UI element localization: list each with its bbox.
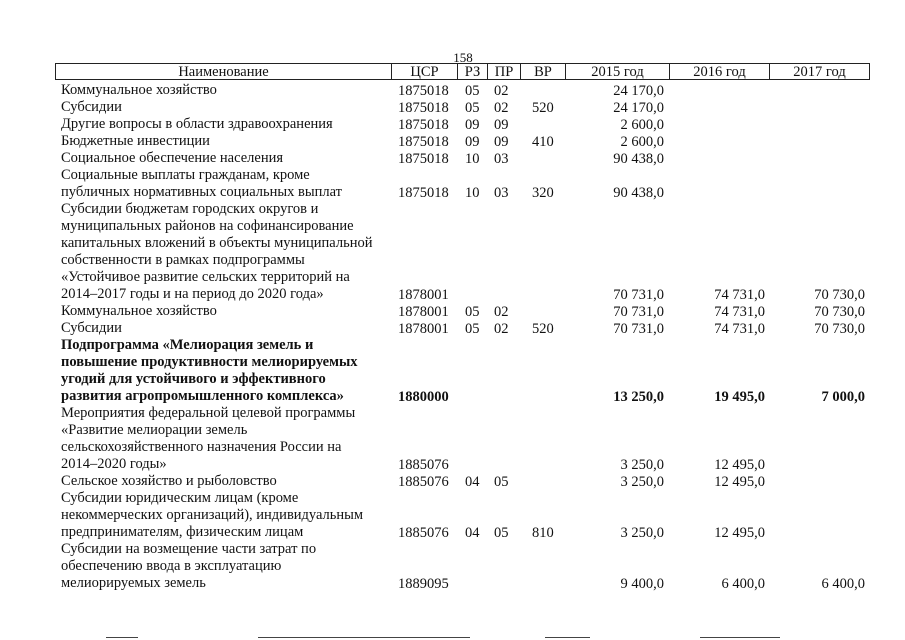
row-vr: 520 <box>532 100 554 116</box>
row-name: Социальное обеспечение населения <box>61 150 284 166</box>
row-csr: 1875018 <box>398 83 449 99</box>
row-2017: 70 730,0 <box>814 287 865 303</box>
row-pr: 09 <box>494 134 509 150</box>
row-2017: 70 730,0 <box>814 321 865 337</box>
row-vr: 810 <box>532 525 554 541</box>
row-pr: 05 <box>494 474 509 490</box>
table-row <box>0 541 905 592</box>
row-name: Мероприятия федеральной целевой программы «Развитие мелиорации земель сельскохозяйственного назначения России на 2014–2020 годы» <box>61 405 356 472</box>
table-header <box>55 63 870 80</box>
row-2015: 70 731,0 <box>613 321 664 337</box>
row-csr: 1878001 <box>398 304 449 320</box>
row-2016: 6 400,0 <box>721 576 765 592</box>
row-name: Субсидии юридическим лицам (кроме некоммерческих организаций), индивидуальным предпринимателям, физическим лицам <box>61 490 364 540</box>
table-row <box>0 201 905 303</box>
row-name: Коммунальное хозяйство <box>61 303 217 319</box>
table-row <box>0 303 905 320</box>
row-2015: 70 731,0 <box>613 287 664 303</box>
table-row <box>0 150 905 167</box>
row-pr: 02 <box>494 304 509 320</box>
row-name: Бюджетные инвестиции <box>61 133 210 149</box>
row-pr: 02 <box>494 100 509 116</box>
table-row <box>0 116 905 133</box>
row-csr: 1885076 <box>398 457 449 473</box>
row-name: Коммунальное хозяйство <box>61 82 217 98</box>
row-name: Подпрограмма «Мелиорация земель и повышение продуктивности мелиорируемых угодий для устойчивого и эффективного развития агропромышленного комплекса» <box>61 337 358 404</box>
row-2017: 7 000,0 <box>821 389 865 405</box>
row-name: Субсидии на возмещение части затрат по обеспечению ввода в эксплуатацию мелиорируемых земель <box>61 541 317 591</box>
header-name: Наименование <box>178 64 269 80</box>
row-pr: 09 <box>494 117 509 133</box>
table-row <box>0 167 905 201</box>
row-2015: 2 600,0 <box>620 134 664 150</box>
row-vr: 410 <box>532 134 554 150</box>
row-csr: 1878001 <box>398 321 449 337</box>
row-2015: 24 170,0 <box>613 83 664 99</box>
row-2016: 12 495,0 <box>714 474 765 490</box>
row-2015: 70 731,0 <box>613 304 664 320</box>
row-pr: 02 <box>494 83 509 99</box>
table-row <box>0 405 905 473</box>
row-2016: 12 495,0 <box>714 457 765 473</box>
row-rz: 10 <box>465 151 480 167</box>
table-row <box>0 99 905 116</box>
row-2017: 6 400,0 <box>821 576 865 592</box>
header-2017: 2017 год <box>769 64 869 79</box>
row-2015: 3 250,0 <box>620 525 664 541</box>
row-csr: 1875018 <box>398 117 449 133</box>
row-2016: 74 731,0 <box>714 321 765 337</box>
row-2016: 12 495,0 <box>714 525 765 541</box>
row-csr: 1878001 <box>398 287 449 303</box>
header-vr: ВР <box>520 64 565 79</box>
row-2015: 3 250,0 <box>620 474 664 490</box>
row-csr: 1875018 <box>398 100 449 116</box>
row-name: Субсидии <box>61 99 122 115</box>
row-csr: 1885076 <box>398 474 449 490</box>
table-body <box>0 82 905 592</box>
footer-rule <box>258 637 470 638</box>
table-row <box>0 473 905 490</box>
row-name: Сельское хозяйство и рыболовство <box>61 473 277 489</box>
header-2015: 2015 год <box>565 64 669 79</box>
footer-rule <box>106 637 138 638</box>
row-2015: 13 250,0 <box>613 389 664 405</box>
row-rz: 05 <box>465 321 480 337</box>
row-name: Субсидии <box>61 320 122 336</box>
footer-rule <box>700 637 780 638</box>
row-2015: 90 438,0 <box>613 185 664 201</box>
header-csr: ЦСР <box>391 64 457 79</box>
row-2016: 74 731,0 <box>714 304 765 320</box>
row-rz: 04 <box>465 525 480 541</box>
row-rz: 05 <box>465 304 480 320</box>
row-2016: 19 495,0 <box>714 389 765 405</box>
footer-rule <box>545 637 590 638</box>
row-pr: 03 <box>494 185 509 201</box>
row-2017: 70 730,0 <box>814 304 865 320</box>
row-pr: 03 <box>494 151 509 167</box>
header-rz: РЗ <box>457 64 487 79</box>
header-pr: ПР <box>487 64 520 79</box>
row-rz: 09 <box>465 117 480 133</box>
row-vr: 520 <box>532 321 554 337</box>
row-2015: 24 170,0 <box>613 100 664 116</box>
row-name: Социальные выплаты гражданам, кроме публичных нормативных социальных выплат <box>61 167 342 200</box>
row-pr: 05 <box>494 525 509 541</box>
row-name: Другие вопросы в области здравоохранения <box>61 116 333 132</box>
row-pr: 02 <box>494 321 509 337</box>
page-number: 158 <box>453 50 473 65</box>
row-rz: 10 <box>465 185 480 201</box>
row-csr: 1889095 <box>398 576 449 592</box>
row-csr: 1880000 <box>398 389 449 405</box>
row-csr: 1875018 <box>398 151 449 167</box>
row-csr: 1875018 <box>398 185 449 201</box>
row-rz: 05 <box>465 83 480 99</box>
table-row <box>0 337 905 405</box>
row-rz: 09 <box>465 134 480 150</box>
header-2016: 2016 год <box>669 64 769 79</box>
row-vr: 320 <box>532 185 554 201</box>
table-row <box>0 82 905 99</box>
row-2015: 90 438,0 <box>613 151 664 167</box>
table-row <box>0 133 905 150</box>
row-rz: 05 <box>465 100 480 116</box>
row-2015: 2 600,0 <box>620 117 664 133</box>
row-csr: 1885076 <box>398 525 449 541</box>
table-row <box>0 490 905 541</box>
row-rz: 04 <box>465 474 480 490</box>
row-2016: 74 731,0 <box>714 287 765 303</box>
row-2015: 3 250,0 <box>620 457 664 473</box>
row-2015: 9 400,0 <box>620 576 664 592</box>
row-csr: 1875018 <box>398 134 449 150</box>
row-name: Субсидии бюджетам городских округов и муниципальных районов на софинансирование капитальных вложений в объекты муниципальной собственности в рамках подпрограммы «Устойчивое развитие сельских территорий на 2014–2017 годы и на период до 2020 года» <box>61 201 373 302</box>
table-row <box>0 320 905 337</box>
